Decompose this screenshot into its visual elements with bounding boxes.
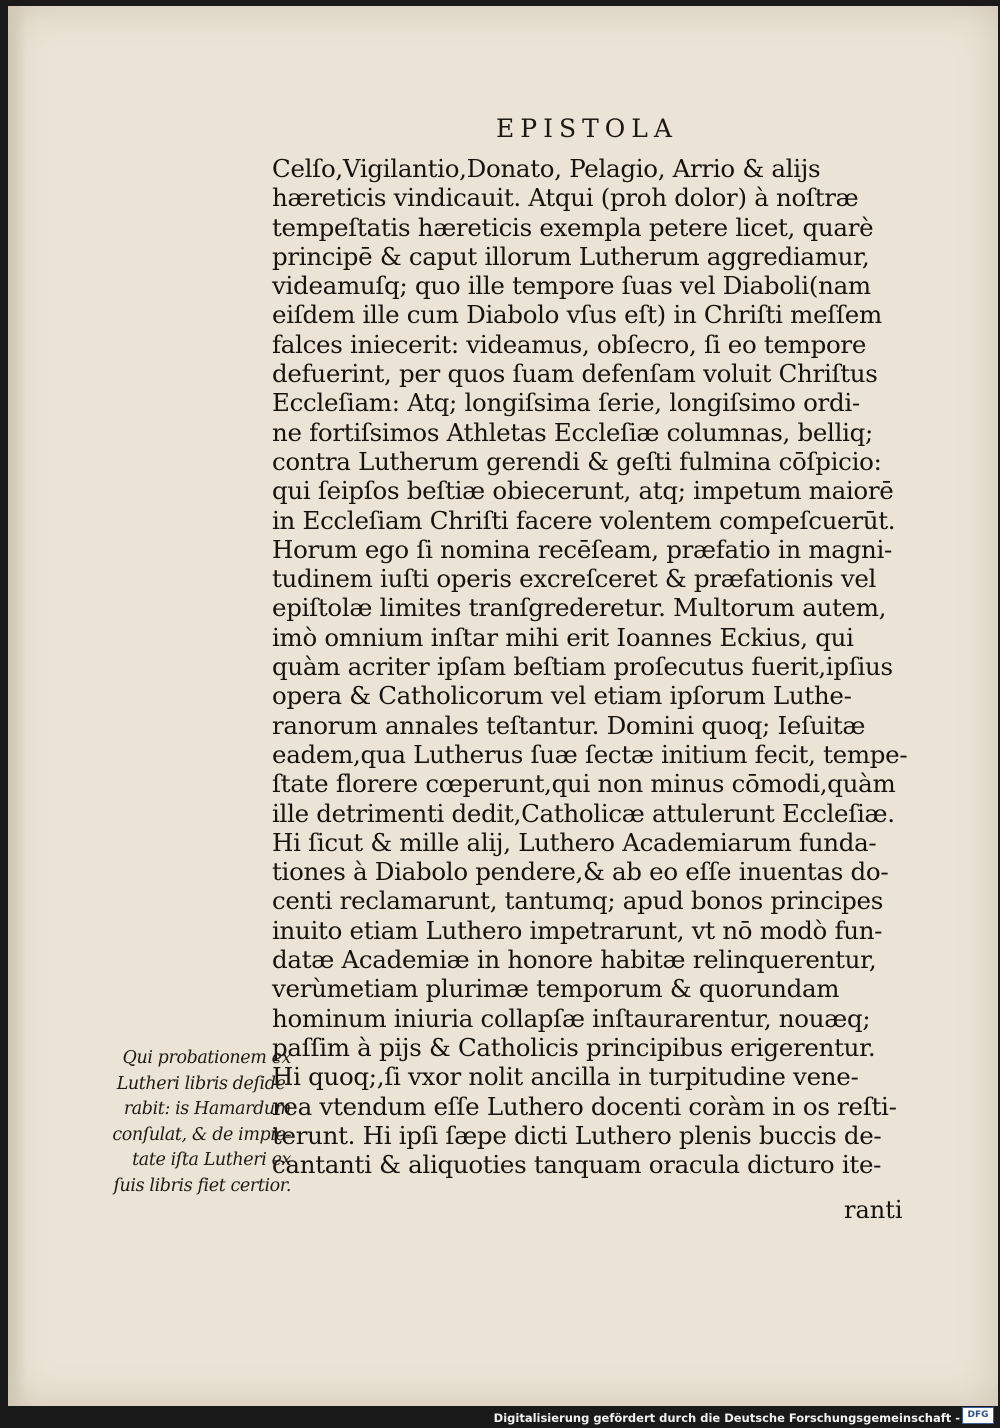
text-line: imò omnium inſtar mihi erit Ioannes Eckius, qui	[272, 622, 854, 652]
text-line: rea vtendum eſſe Luthero docenti coràm in os reſti-	[272, 1091, 897, 1121]
text-line: ne fortiſsimos Athletas Eccleſiæ columnas, belliq;	[272, 417, 873, 447]
text-line: eiſdem ille cum Diabolo vſus eſt) in Chriſti meſſem	[272, 300, 882, 330]
margin-note-line: ſuis libris fiet certior.	[113, 1175, 291, 1196]
margin-note	[106, 1046, 291, 1200]
margin-note-line: conſulat, & de impie-	[112, 1124, 291, 1145]
text-line: Hi ſicut & mille alij, Luthero Academiarum funda-	[272, 827, 877, 857]
margin-note-line: rabit: is Hamardum	[123, 1099, 291, 1120]
book-page	[8, 6, 998, 1406]
digitization-credit: Digitalisierung gefördert durch die Deutsche Forschungsgemeinschaft -	[493, 1411, 960, 1425]
margin-note-line: tate iſta Lutheri ex	[132, 1150, 291, 1171]
margin-note-line: Qui probationem ex	[122, 1048, 291, 1068]
text-line: Eccleſiam: Atq; longiſsima ſerie, longiſsimo ordi-	[272, 388, 860, 418]
text-line: eadem,qua Lutherus ſuæ ſectæ initium fecit, tempe-	[272, 739, 908, 769]
text-line: hominum iniuria collapſæ inſtaurarentur, nouæq;	[272, 1003, 871, 1033]
running-head: EPISTOLA	[496, 114, 678, 143]
text-line: in Eccleſiam Chriſti facere volentem compeſcuerūt.	[272, 505, 896, 535]
text-line: Celſo,Vigilantio,Donato, Pelagio, Arrio & alijs	[272, 154, 821, 183]
text-line: tiones à Diabolo pendere,& ab eo eſſe inuentas do-	[272, 857, 889, 887]
text-line: ſtate florere cœperunt,qui non minus cōmodi,quàm	[272, 769, 896, 799]
text-line: centi reclamarunt, tantumq; apud bonos principes	[272, 886, 883, 916]
text-line: contra Lutherum gerendi & geſti fulmina cōſpicio:	[272, 446, 882, 476]
body-text	[272, 154, 912, 1179]
text-line: hæreticis vindicauit. Atqui (proh dolor) à noſtræ	[272, 183, 859, 213]
dfg-logo-icon: DFG	[962, 1407, 994, 1424]
text-line: datæ Academiæ in honore habitæ relinquerentur,	[272, 945, 877, 975]
text-line: tempeſtatis hæreticis exempla petere licet, quarè	[272, 212, 874, 242]
text-line: verùmetiam plurimæ temporum & quorundam	[272, 974, 840, 1004]
text-line: terunt. Hi ipſi ſæpe dicti Luthero plenis buccis de-	[272, 1120, 882, 1150]
text-line: quàm acriter ipſam beſtiam proſecutus fuerit,ipſius	[272, 652, 893, 682]
text-line: ranorum annales teſtantur. Domini quoq; Ieſuitæ	[272, 710, 866, 740]
text-line: Hi quoq;,ſi vxor nolit ancilla in turpitudine vene-	[272, 1062, 859, 1092]
catchword: ranti	[844, 1196, 903, 1224]
text-line: paſſim à pijs & Catholicis principibus erigerentur.	[272, 1032, 876, 1062]
text-line: videamuſq; quo ille tempore ſuas vel Diaboli(nam	[272, 271, 871, 301]
footer-bar	[0, 1406, 1000, 1428]
text-line: qui ſeipſos beſtiæ obiecerunt, atq; impetum maiorē	[272, 476, 894, 506]
text-line: principē & caput illorum Lutherum aggrediamur,	[272, 241, 870, 271]
text-line: cantanti & aliquoties tanquam oracula dicturo ite-	[272, 1150, 882, 1180]
text-line: inuito etiam Luthero impetrarunt, vt nō modò fun-	[272, 915, 883, 945]
margin-note-line: Lutheri libris deſide-	[116, 1073, 291, 1094]
text-line: ille detrimenti dedit,Catholicæ attulerunt Eccleſiæ.	[272, 798, 895, 828]
text-line: opera & Catholicorum vel etiam ipſorum Luthe-	[272, 681, 852, 711]
text-line: tudinem iuſti operis excreſceret & præfationis vel	[272, 564, 877, 594]
text-line: Horum ego ſi nomina recēſeam, præfatio in magni-	[272, 534, 892, 564]
text-line: falces iniecerit: videamus, obſecro, ſi eo tempore	[272, 329, 867, 359]
text-line: epiſtolæ limites tranſgrederetur. Multorum autem,	[272, 593, 887, 623]
text-line: defuerint, per quos ſuam defenſam voluit Chriſtus	[272, 359, 878, 389]
